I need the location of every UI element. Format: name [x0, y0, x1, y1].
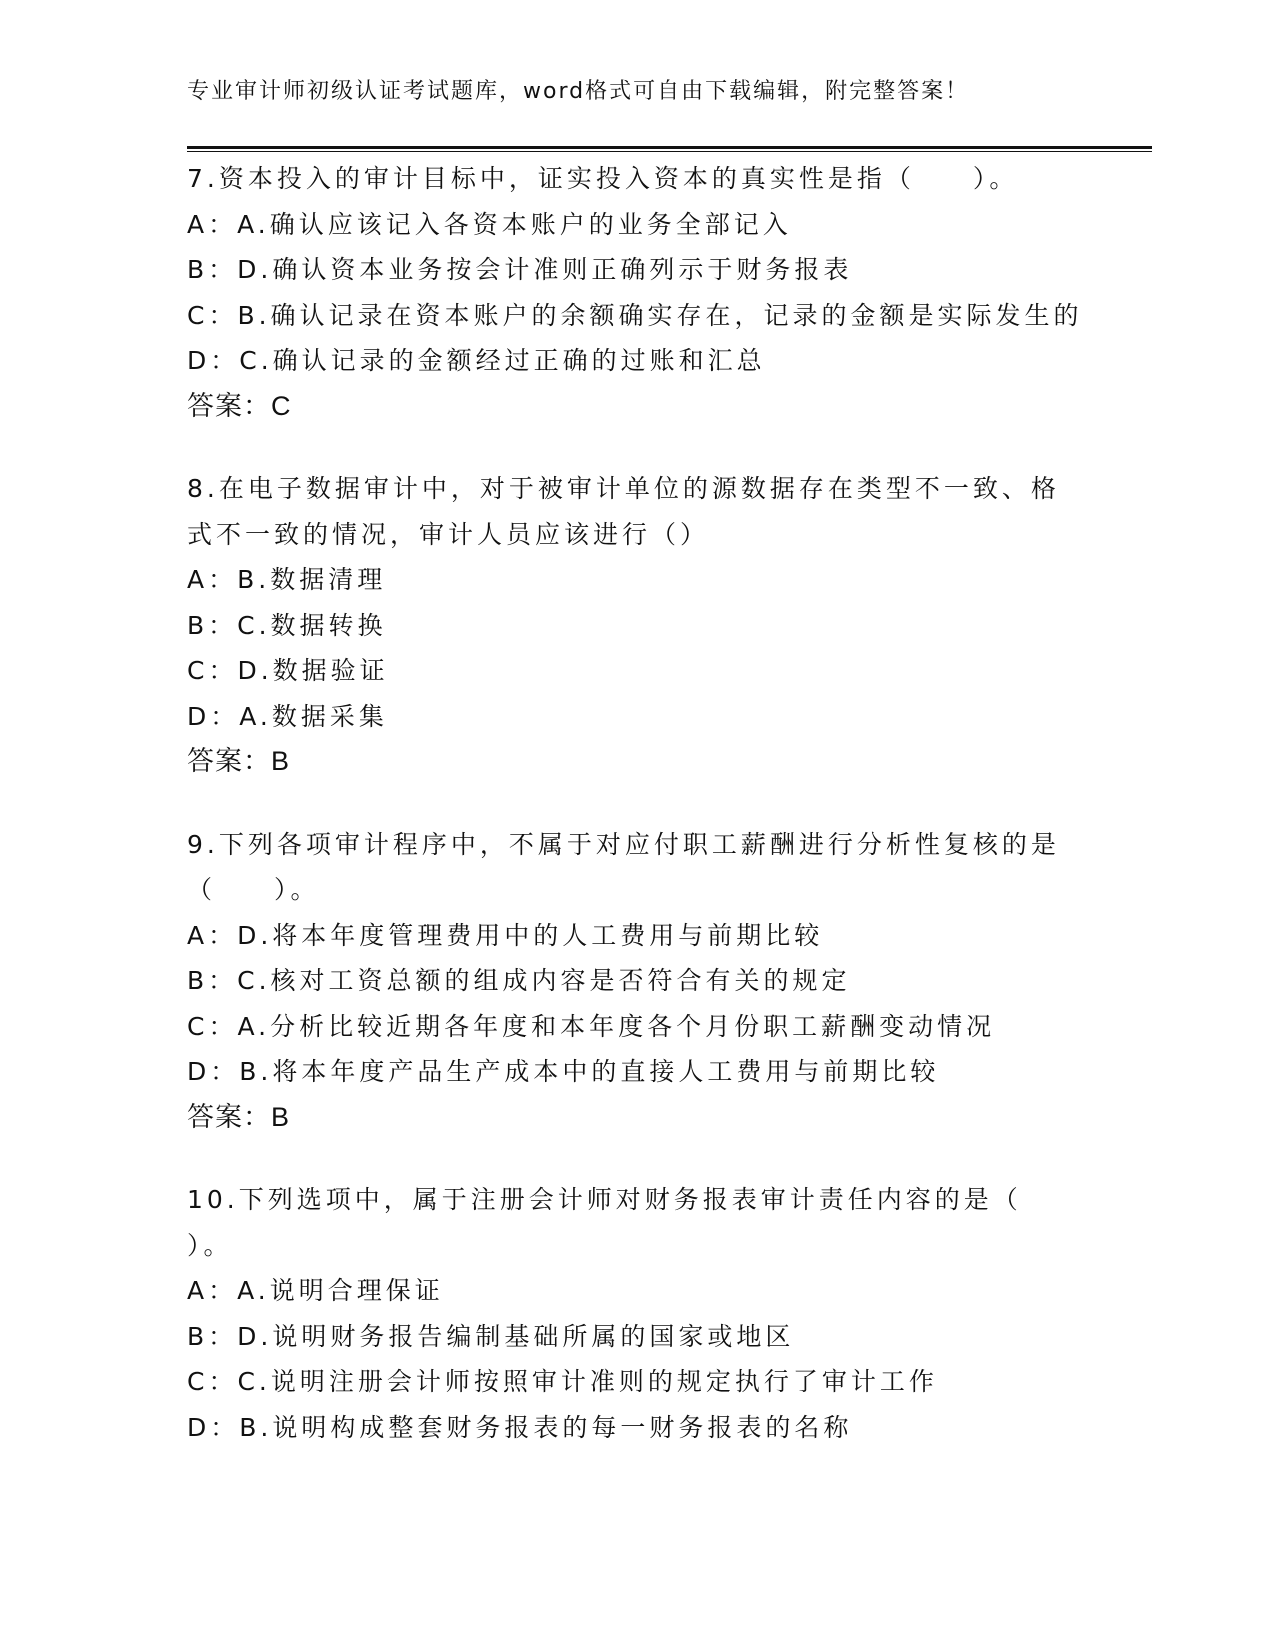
question-10: [187, 1177, 1087, 1450]
question-8: [187, 466, 1087, 785]
option-b: B：D.确认资本业务按会计准则正确列示于财务报表: [187, 255, 853, 284]
question-stem-continued: （ ）。: [187, 875, 320, 904]
question-stem: 9.下列各项审计程序中，不属于对应付职工薪酬进行分析性复核的是: [187, 829, 1060, 859]
question-stem-continued: ）。: [187, 1230, 233, 1260]
header-rule: [187, 146, 1152, 152]
option-d: D：B.将本年度产品生产成本中的直接人工费用与前期比较: [187, 1057, 940, 1086]
question-stem: 10.下列选项中，属于注册会计师对财务报表审计责任内容的是（: [187, 1185, 1022, 1214]
option-b: B：D.说明财务报告编制基础所属的国家或地区: [187, 1321, 795, 1351]
question-7: [187, 156, 1087, 429]
question-stem: 7.资本投入的审计目标中，证实投入资本的真实性是指（ ）。: [187, 164, 1019, 193]
option-c: C：B.确认记录在资本账户的余额确实存在，记录的金额是实际发生的: [187, 300, 1083, 330]
page-header: 专业审计师初级认证考试题库，word格式可自由下载编辑，附完整答案！: [187, 79, 970, 104]
option-a: A：A.说明合理保证: [187, 1276, 444, 1305]
answer-label: 答案：B: [187, 746, 291, 776]
option-d: D：A.数据采集: [187, 701, 388, 731]
option-c: C：D.数据验证: [187, 656, 389, 685]
option-a: A：D.将本年度管理费用中的人工费用与前期比较: [187, 920, 824, 950]
option-a: A：B.数据清理: [187, 565, 387, 594]
option-b: B：C.数据转换: [187, 610, 387, 640]
answer-label: 答案：B: [187, 1101, 291, 1132]
header-rule-thick: [187, 146, 1152, 149]
option-b: B：C.核对工资总额的组成内容是否符合有关的规定: [187, 966, 851, 995]
header-rule-thin: [187, 151, 1152, 152]
option-d: D：C.确认记录的金额经过正确的过账和汇总: [187, 346, 766, 375]
option-c: C：A.分析比较近期各年度和本年度各个月份职工薪酬变动情况: [187, 1011, 996, 1041]
question-9: [187, 822, 1087, 1141]
question-list: [187, 156, 1087, 1487]
option-d: D：B.说明构成整套财务报表的每一财务报表的名称: [187, 1412, 853, 1442]
question-stem-continued: 式不一致的情况，审计人员应该进行（）: [187, 519, 710, 549]
answer-label: 答案：C: [187, 390, 292, 421]
question-stem: 8.在电子数据审计中，对于被审计单位的源数据存在类型不一致、格: [187, 474, 1060, 503]
option-c: C：C.说明注册会计师按照审计准则的规定执行了审计工作: [187, 1367, 938, 1396]
option-a: A：A.确认应该记入各资本账户的业务全部记入: [187, 209, 792, 239]
